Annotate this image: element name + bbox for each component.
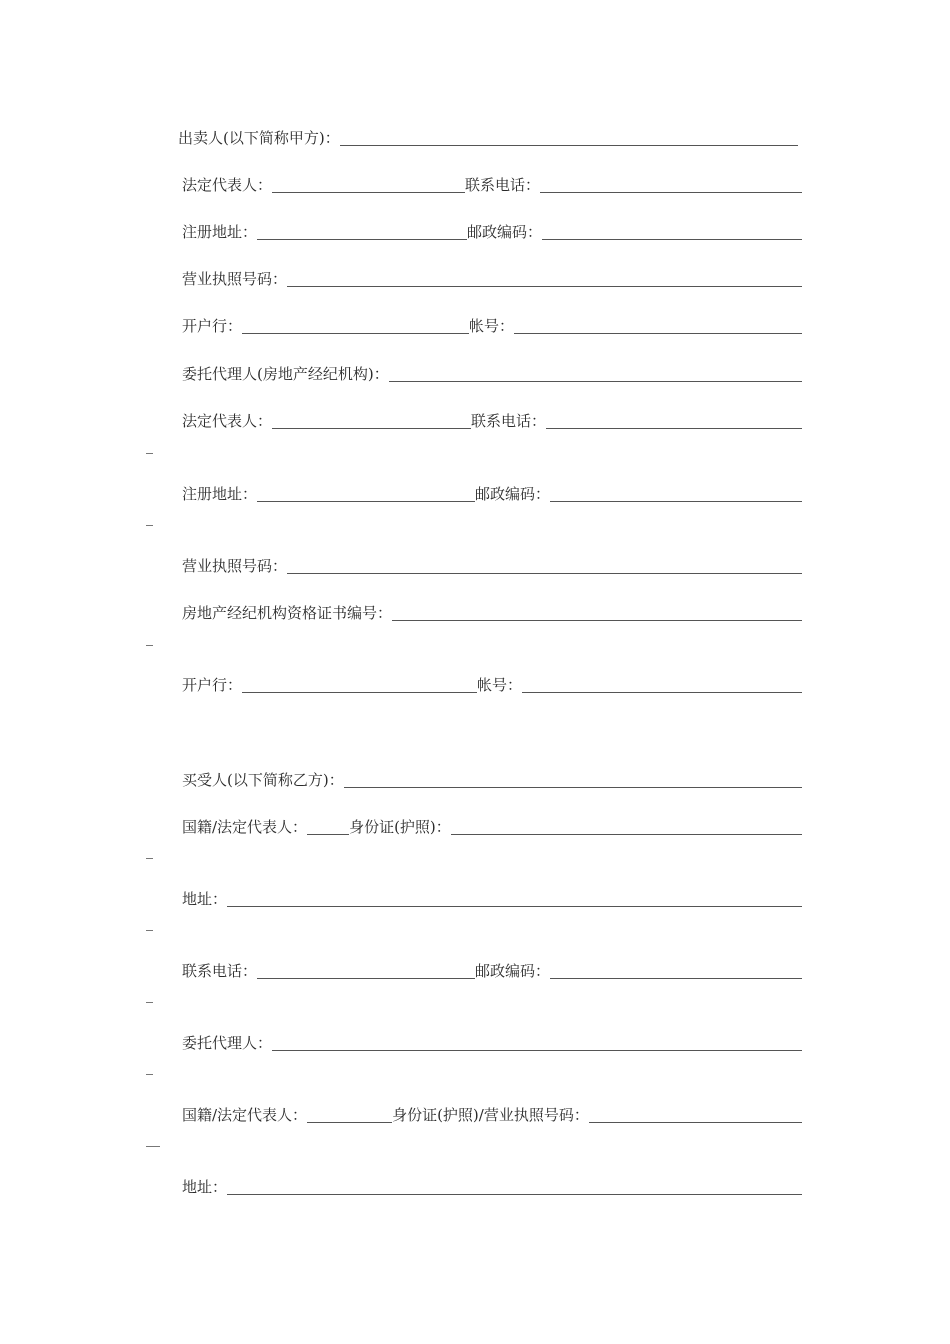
agent-account-field[interactable] xyxy=(522,692,802,693)
seller-license-label: 营业执照号码： xyxy=(182,270,288,288)
agent-account-label: 帐号： xyxy=(477,676,523,694)
buyer-agent-nationality-field[interactable] xyxy=(307,1122,392,1123)
buyer-agent-title-label: 委托代理人： xyxy=(182,1034,273,1052)
buyer-agent-id-field[interactable] xyxy=(589,1122,802,1123)
seller-postcode-field[interactable] xyxy=(542,239,802,240)
buyer-agent-nationality-row xyxy=(182,1102,802,1126)
agent-postcode-field[interactable] xyxy=(550,501,802,502)
buyer-title-label: 买受人(以下简称乙方)： xyxy=(182,771,344,789)
seller-legal-rep-row xyxy=(182,172,802,196)
buyer-agent-name-field[interactable] xyxy=(272,1050,802,1051)
seller-legal-rep-field[interactable] xyxy=(272,192,465,193)
stray-dash xyxy=(146,525,153,526)
agent-legal-rep-label: 法定代表人： xyxy=(182,412,273,430)
seller-name-field[interactable] xyxy=(340,145,798,146)
buyer-id-label: 身份证(护照)： xyxy=(349,818,451,836)
agent-cert-field[interactable] xyxy=(392,620,802,621)
agent-license-label: 营业执照号码： xyxy=(182,557,288,575)
agent-legal-rep-row xyxy=(182,408,802,432)
buyer-agent-title-row xyxy=(182,1030,802,1054)
agent-phone-label: 联系电话： xyxy=(471,412,547,430)
buyer-address-row xyxy=(182,886,802,910)
seller-phone-label: 联系电话： xyxy=(465,176,541,194)
buyer-agent-address-label: 地址： xyxy=(182,1178,228,1196)
agent-license-row xyxy=(182,553,802,577)
stray-dash xyxy=(146,1002,153,1003)
buyer-nationality-label: 国籍/法定代表人： xyxy=(182,818,308,836)
stray-dash xyxy=(146,453,153,454)
buyer-agent-address-row xyxy=(182,1174,802,1198)
buyer-phone-label: 联系电话： xyxy=(182,962,258,980)
agent-address-row xyxy=(182,481,802,505)
seller-license-row xyxy=(182,266,802,290)
agent-bank-row xyxy=(182,672,802,696)
agent-cert-row xyxy=(182,600,802,624)
buyer-agent-address-field[interactable] xyxy=(227,1194,802,1195)
seller-account-field[interactable] xyxy=(514,333,802,334)
buyer-phone-field[interactable] xyxy=(257,978,475,979)
stray-dash xyxy=(146,858,153,859)
agent-cert-label: 房地产经纪机构资格证书编号： xyxy=(182,604,393,622)
agent-bank-label: 开户行： xyxy=(182,676,243,694)
seller-reg-address-field[interactable] xyxy=(257,239,467,240)
seller-reg-address-label: 注册地址： xyxy=(182,223,258,241)
agent-legal-rep-field[interactable] xyxy=(272,428,471,429)
seller-bank-row xyxy=(182,313,802,337)
buyer-postcode-label: 邮政编码： xyxy=(475,962,551,980)
buyer-phone-row xyxy=(182,958,802,982)
agent-phone-field[interactable] xyxy=(546,428,802,429)
seller-phone-field[interactable] xyxy=(540,192,802,193)
agent-license-field[interactable] xyxy=(287,573,802,574)
seller-postcode-label: 邮政编码： xyxy=(467,223,543,241)
seller-account-label: 帐号： xyxy=(469,317,515,335)
buyer-agent-nationality-label: 国籍/法定代表人： xyxy=(182,1106,308,1124)
agent-title-label: 委托代理人(房地产经纪机构)： xyxy=(182,365,389,383)
agent-bank-field[interactable] xyxy=(242,692,477,693)
seller-license-field[interactable] xyxy=(287,286,802,287)
agent-name-field[interactable] xyxy=(389,381,802,382)
buyer-nationality-row xyxy=(182,814,802,838)
buyer-id-field[interactable] xyxy=(451,834,802,835)
agent-title-row xyxy=(182,361,802,385)
stray-dash xyxy=(146,930,153,931)
seller-address-row xyxy=(182,219,802,243)
agent-postcode-label: 邮政编码： xyxy=(475,485,551,503)
stray-dash xyxy=(146,1074,153,1075)
seller-bank-label: 开户行： xyxy=(182,317,243,335)
stray-dash xyxy=(146,1146,160,1147)
buyer-address-field[interactable] xyxy=(227,906,802,907)
buyer-address-label: 地址： xyxy=(182,890,228,908)
seller-bank-field[interactable] xyxy=(242,333,469,334)
seller-title-label: 出卖人(以下简称甲方)： xyxy=(178,129,340,147)
stray-dash xyxy=(146,645,153,646)
agent-reg-address-label: 注册地址： xyxy=(182,485,258,503)
seller-legal-rep-label: 法定代表人： xyxy=(182,176,273,194)
buyer-nationality-field[interactable] xyxy=(307,834,349,835)
seller-title-row xyxy=(178,125,798,149)
buyer-agent-id-label: 身份证(护照)/营业执照号码： xyxy=(392,1106,589,1124)
agent-reg-address-field[interactable] xyxy=(257,501,475,502)
buyer-title-row xyxy=(182,767,802,791)
buyer-postcode-field[interactable] xyxy=(550,978,802,979)
buyer-name-field[interactable] xyxy=(344,787,802,788)
